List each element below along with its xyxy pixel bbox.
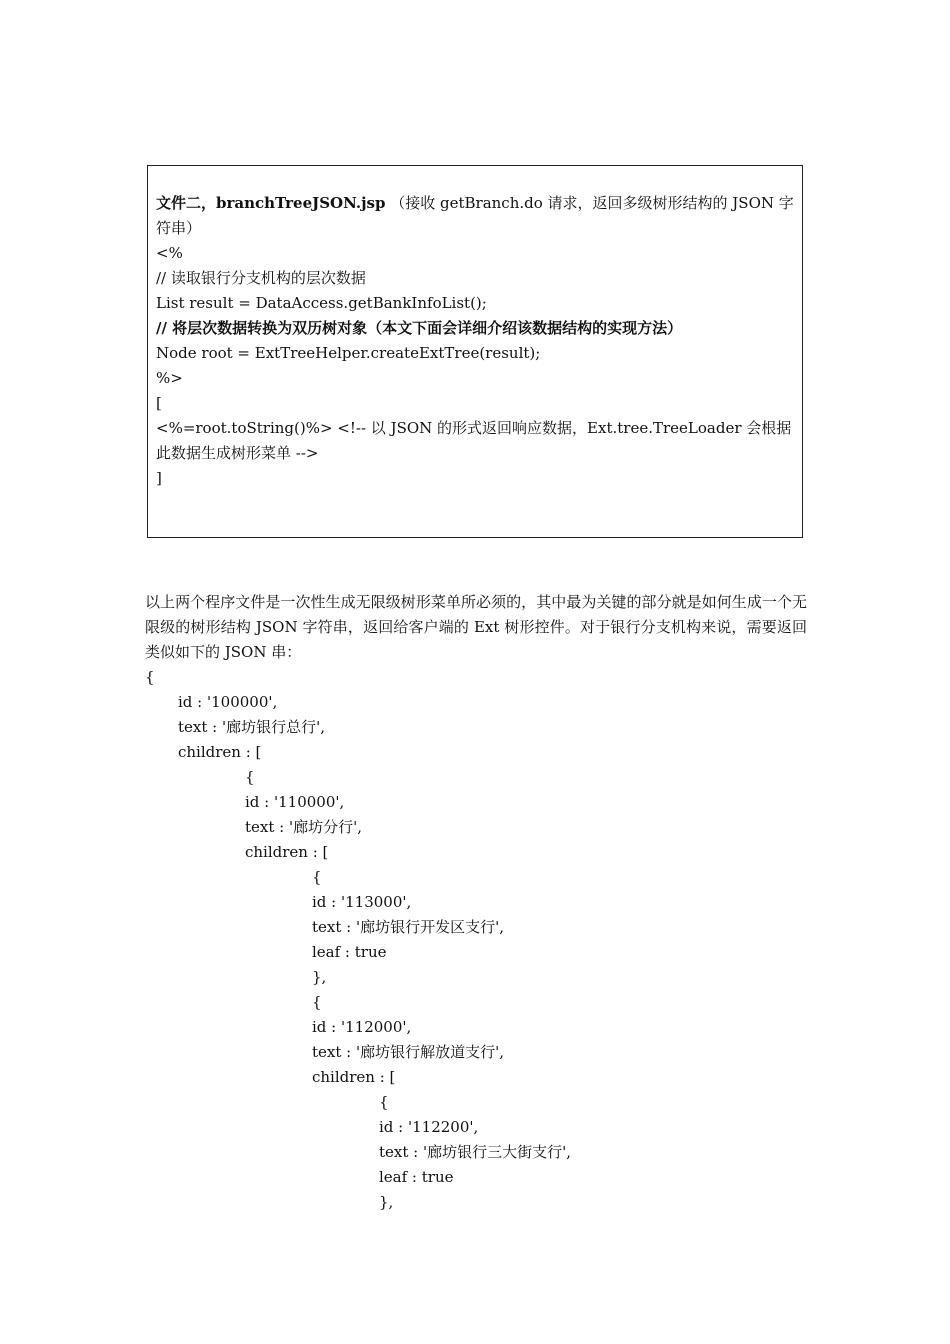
code-line: // 读取银行分支机构的层次数据 [156, 269, 366, 287]
code-line: <% [156, 244, 183, 262]
code-line: [ [156, 394, 162, 412]
code-line: Node root = ExtTreeHelper.createExtTree(result); [156, 344, 541, 362]
json-line: }, [312, 968, 327, 986]
json-line: text : '廊坊银行解放道支行', [312, 1043, 504, 1061]
json-line: { [145, 668, 155, 686]
code-comment-bold: // 将层次数据转换为双历树对象（本文下面会详细介绍该数据结构的实现方法） [156, 319, 683, 337]
json-line: }, [379, 1193, 394, 1211]
json-line: { [312, 868, 322, 886]
json-line: { [245, 768, 255, 786]
json-line: id : '113000', [312, 893, 412, 911]
json-line: text : '廊坊分行', [245, 818, 362, 836]
code-box [147, 165, 803, 538]
code-line: %> [156, 369, 183, 387]
json-line: id : '110000', [245, 793, 345, 811]
json-line: text : '廊坊银行三大街支行', [379, 1143, 571, 1161]
code-title [156, 191, 794, 241]
json-line: leaf : true [312, 943, 387, 961]
json-line: children : [ [312, 1068, 396, 1086]
json-line: children : [ [245, 843, 329, 861]
json-line: text : '廊坊银行开发区支行', [312, 918, 504, 936]
json-line: text : '廊坊银行总行', [178, 718, 325, 736]
json-line: { [312, 993, 322, 1011]
json-line: id : '112000', [312, 1018, 412, 1036]
json-line: id : '112200', [379, 1118, 479, 1136]
json-line: children : [ [178, 743, 262, 761]
json-line: id : '100000', [178, 693, 278, 711]
code-title-filename: 文件二，branchTreeJSON.jsp [156, 194, 386, 212]
json-line: { [379, 1093, 389, 1111]
code-line: ] [156, 469, 162, 487]
code-line: List result = DataAccess.getBankInfoList(); [156, 294, 487, 312]
code-output-line: <%=root.toString()%> <!-- 以 JSON 的形式返回响应数据，Ext.tree.TreeLoader 会根据此数据生成树形菜单 --> [156, 419, 792, 462]
body-paragraph: 以上两个程序文件是一次性生成无限级树形菜单所必须的，其中最为关键的部分就是如何生成一个无限级的树形结构 JSON 字符串，返回给客户端的 Ext 树形控件。对于银行分支机构来说，需要返回类似如下的 JSON 串： [145, 593, 807, 661]
json-example [145, 665, 807, 1215]
code-title-description: （接收 getBranch.do 请求，返回多级树形结构的 JSON 字符串） [156, 194, 794, 237]
json-line: leaf : true [379, 1168, 454, 1186]
